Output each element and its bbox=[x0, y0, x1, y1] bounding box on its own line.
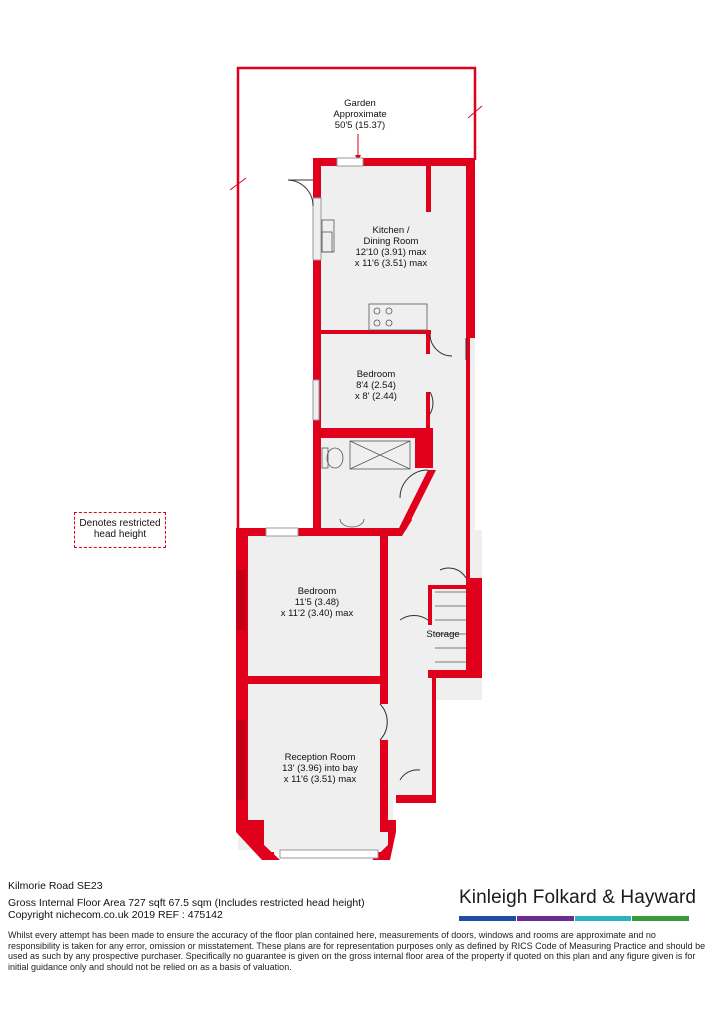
copyright: Copyright nichecom.co.uk 2019 REF : 475142 bbox=[8, 909, 223, 921]
reception-dimension-2: x 11'6 (3.51) max bbox=[283, 774, 357, 785]
kitchen-name: Kitchen / bbox=[372, 225, 410, 236]
kitchen-dimension-1: 12'10 (3.91) max bbox=[355, 247, 427, 258]
garden-line2: Approximate bbox=[333, 109, 387, 120]
bedroom2-label bbox=[262, 586, 372, 619]
legend-line-1: Denotes restricted bbox=[79, 518, 161, 529]
garden-dimension: 50'5 (15.37) bbox=[334, 120, 386, 131]
bedroom1-dimension-2: x 8' (2.44) bbox=[355, 391, 397, 402]
kitchen-dimension-2: x 11'6 (3.51) max bbox=[354, 258, 428, 269]
kitchen-line2: Dining Room bbox=[363, 236, 419, 247]
reception-dimension-1: 13' (3.96) into bay bbox=[282, 763, 358, 774]
reception-label bbox=[258, 752, 382, 785]
garden-label bbox=[310, 98, 410, 131]
agent-logo-bar bbox=[459, 916, 516, 921]
agent-logo-bar bbox=[632, 916, 689, 921]
bedroom1-name: Bedroom bbox=[356, 369, 396, 380]
agent-logo: Kinleigh Folkard & Hayward bbox=[459, 887, 697, 908]
reception-name: Reception Room bbox=[284, 752, 356, 763]
kitchen-label bbox=[336, 225, 446, 269]
restricted-height-legend bbox=[74, 518, 166, 540]
bedroom1-dimension-1: 8'4 (2.54) bbox=[356, 380, 396, 391]
bedroom2-dimension-1: 11'5 (3.48) bbox=[294, 597, 340, 608]
property-address: Kilmorie Road SE23 bbox=[8, 880, 103, 892]
disclaimer: Whilst every attempt has been made to ensure the accuracy of the floor plan contained here, measurements of doors, windows and rooms are approximate and no responsibility is taken for any error, omission or misstatement. These plans are for representation purposes only as defined by RICS Code of Measuring Practice and should be used as such by any prospective purchaser. Specifically no guarantee is given on the gross internal floor area of the property if quoted on this plan and any figure given is for initial guidance only and should not be relied on as a basis of valuation. bbox=[8, 930, 706, 972]
storage-label bbox=[418, 629, 468, 640]
agent-logo-bar bbox=[517, 916, 574, 921]
storage-name: Storage bbox=[426, 629, 460, 640]
floor-area: Gross Internal Floor Area 727 sqft 67.5 sqm (Includes restricted head height) bbox=[8, 897, 365, 909]
bedroom1-label bbox=[326, 369, 426, 402]
agent-logo-bar bbox=[575, 916, 632, 921]
bedroom2-name: Bedroom bbox=[297, 586, 337, 597]
bedroom2-dimension-2: x 11'2 (3.40) max bbox=[280, 608, 354, 619]
garden-name: Garden bbox=[344, 98, 376, 109]
legend-line-2: head height bbox=[93, 529, 147, 540]
